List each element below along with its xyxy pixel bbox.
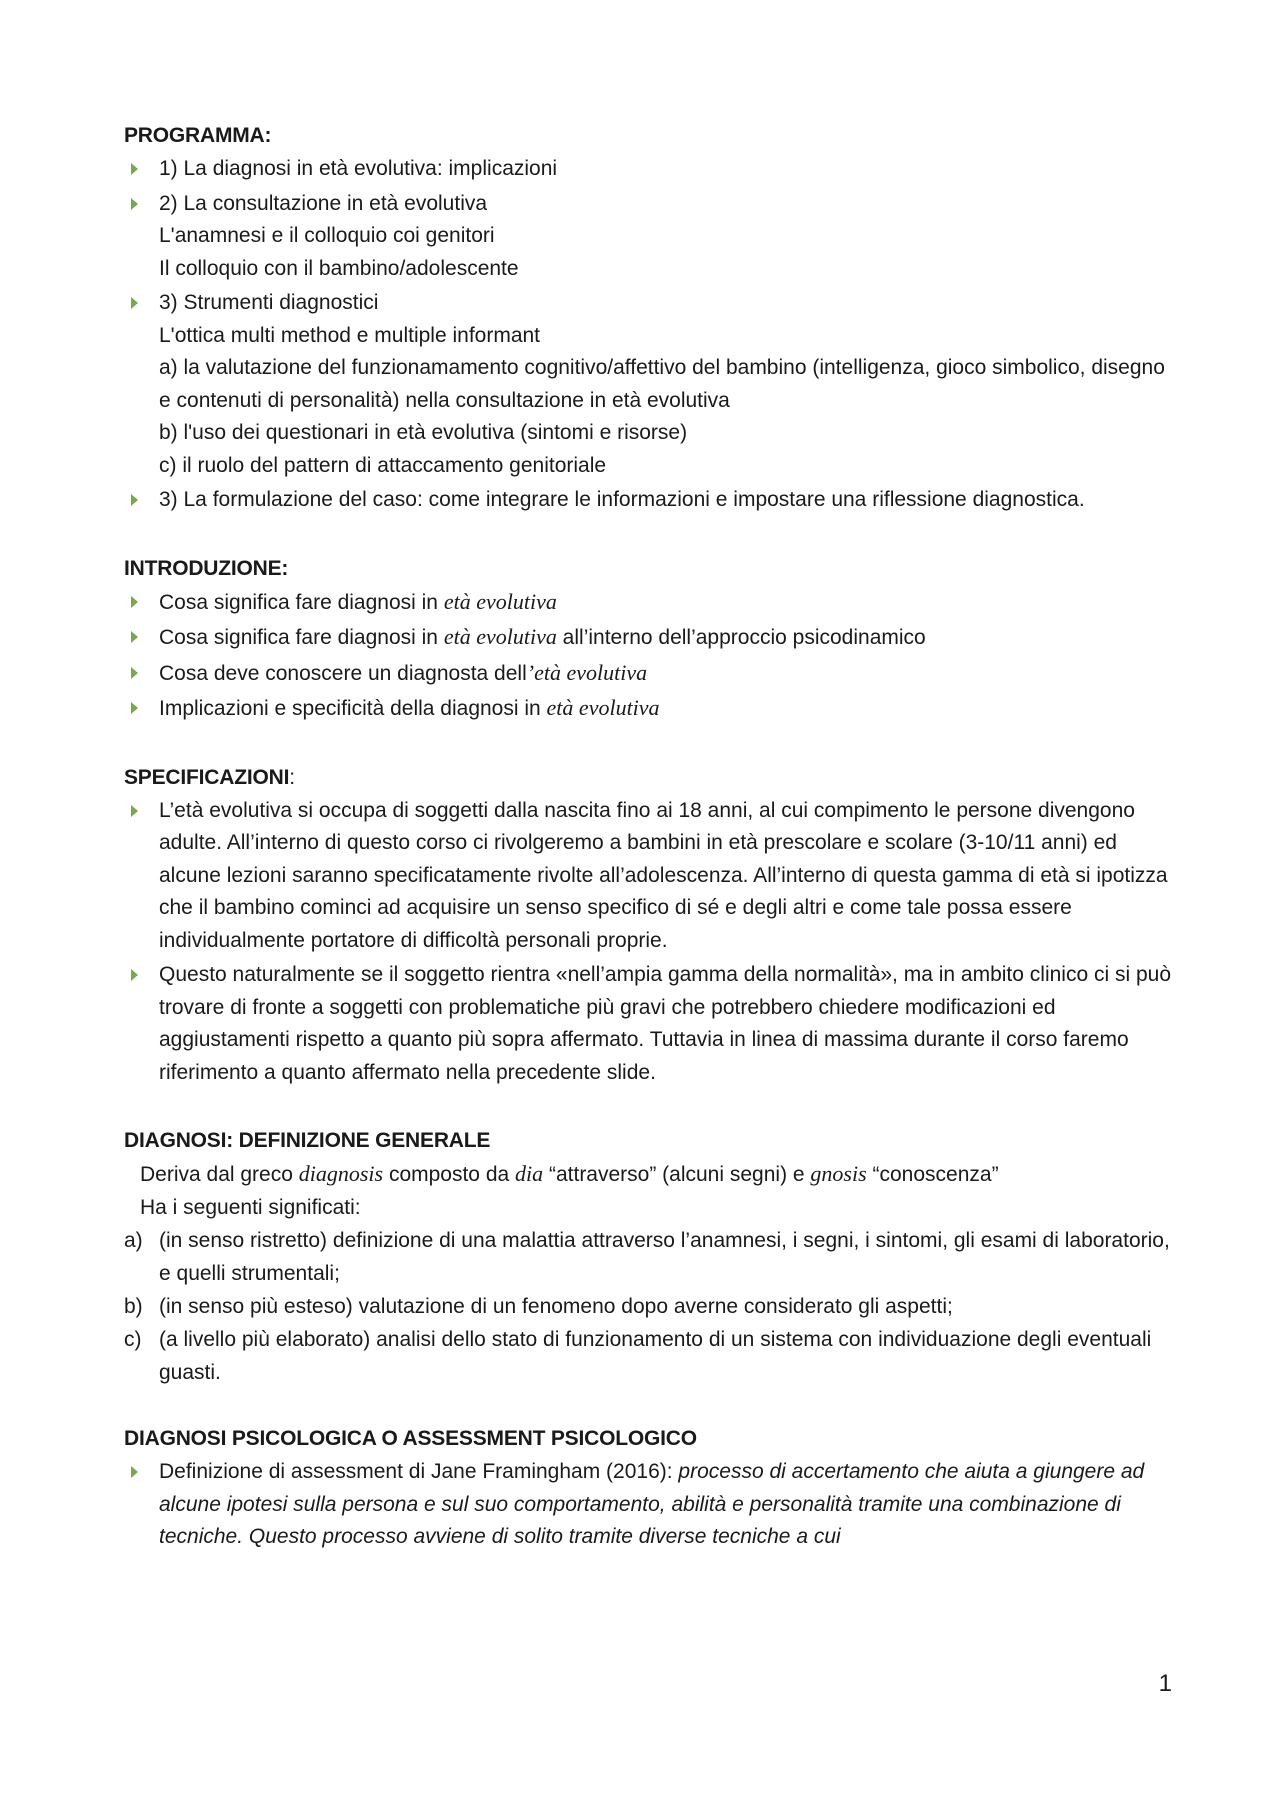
bullet-triangle-icon (131, 702, 138, 714)
list-item: Cosa significa fare diagnosi in età evolutiva (124, 586, 1174, 620)
list-item: Cosa deve conoscere un diagnosta dell’età evolutiva (124, 657, 1174, 691)
list-item: Definizione di assessment di Jane Framingham (2016): processo di accertamento che aiuta a giungere ad alcune ipotesi sulla persona e sul suo comportamento, abilità e personalità tramite una combinazione di tecniche. Questo processo avviene di solito tramite diverse tecniche a cui (124, 1456, 1174, 1554)
bullet-triangle-icon (131, 969, 138, 981)
programma-list (124, 153, 1174, 517)
bullet-triangle-icon (131, 297, 138, 309)
list-item: Questo naturalmente se il soggetto rientra «nell’ampia gamma della normalità», ma in ambito clinico ci si può trovare di fronte a soggetti con problematiche più gravi che potrebbero chiedere modificazioni ed aggiustamenti rispetto a quanto più sopra affermato. Tuttavia in linea di massima durante il corso faremo riferimento a quanto affermato nella precedente slide. (124, 959, 1174, 1089)
list-item: 3) La formulazione del caso: come integrare le informazioni e impostare una riflessione diagnostica. (124, 484, 1174, 517)
list-item: 3) Strumenti diagnostici L'ottica multi method e multiple informant a) la valutazione del funzionamamento cognitivo/affettivo del bambino (intelligenza, gioco simbolico, disegno e contenuti di personalità) nella consultazione in età evolutiva b) l'uso dei questionari in età evolutiva (sintomi e risorse) c) il ruolo del pattern di attaccamento genitoriale (124, 287, 1174, 482)
introduzione-list (124, 586, 1174, 726)
list-item: 2) La consultazione in età evolutiva L'anamnesi e il colloquio coi genitori Il colloquio con il bambino/adolescente (124, 188, 1174, 286)
list-item: L’età evolutiva si occupa di soggetti dalla nascita fino ai 18 anni, al cui compimento le persone divengono adulte. All’interno di questo corso ci rivolgeremo a bambini in età prescolare e scolare (3-10/11 anni) ed alcune lezioni saranno specificatamente rivolte all’adolescenza. All’interno di questa gamma di età si ipotizza che il bambino cominci ad acquisire un senso specifico di sé e degli altri e come tale possa essere individualmente portatore di difficoltà personali proprie. (124, 795, 1174, 958)
assessment-title: DIAGNOSI PSICOLOGICA O ASSESSMENT PSICOLOGICO (124, 1427, 697, 1450)
bullet-triangle-icon (131, 163, 138, 175)
specificazioni-list (124, 795, 1174, 1090)
bullet-triangle-icon (131, 1466, 138, 1478)
list-item: Implicazioni e specificità della diagnosi in età evolutiva (124, 692, 1174, 726)
page-number: 1 (1158, 1670, 1172, 1697)
list-item: b) (in senso più esteso) valutazione di un fenomeno dopo averne considerato gli aspetti; (124, 1295, 953, 1318)
diagnosi-meanings-list (124, 1224, 1174, 1389)
bullet-triangle-icon (131, 631, 138, 643)
list-item: 1) La diagnosi in età evolutiva: implicazioni (124, 153, 1174, 186)
list-item: Cosa significa fare diagnosi in età evolutiva all’interno dell’approccio psicodinamico (124, 621, 1174, 655)
programma-title: PROGRAMMA: (124, 124, 272, 147)
bullet-triangle-icon (131, 494, 138, 506)
diagnosi-meanings-intro: Ha i seguenti significati: (140, 1196, 361, 1219)
specificazioni-title: SPECIFICAZIONI: (124, 765, 295, 789)
list-item: c) (a livello più elaborato) analisi dello stato di funzionamento di un sistema con individuazione degli eventuali guasti. (124, 1328, 1152, 1384)
bullet-triangle-icon (131, 198, 138, 210)
introduzione-title: INTRODUZIONE: (124, 556, 289, 580)
assessment-list (124, 1456, 1174, 1554)
document-page (124, 120, 1174, 1556)
diagnosi-etymology: Deriva dal greco diagnosis composto da dia “attraverso” (alcuni segni) e gnosis “conoscenza” (140, 1161, 999, 1186)
bullet-triangle-icon (131, 805, 138, 817)
diagnosi-definizione-title: DIAGNOSI: DEFINIZIONE GENERALE (124, 1129, 491, 1152)
list-item: a) (in senso ristretto) definizione di una malattia attraverso l’anamnesi, i segni, i sintomi, gli esami di laboratorio, e quelli strumentali; (124, 1229, 1170, 1285)
bullet-triangle-icon (131, 667, 138, 679)
bullet-triangle-icon (131, 596, 138, 608)
